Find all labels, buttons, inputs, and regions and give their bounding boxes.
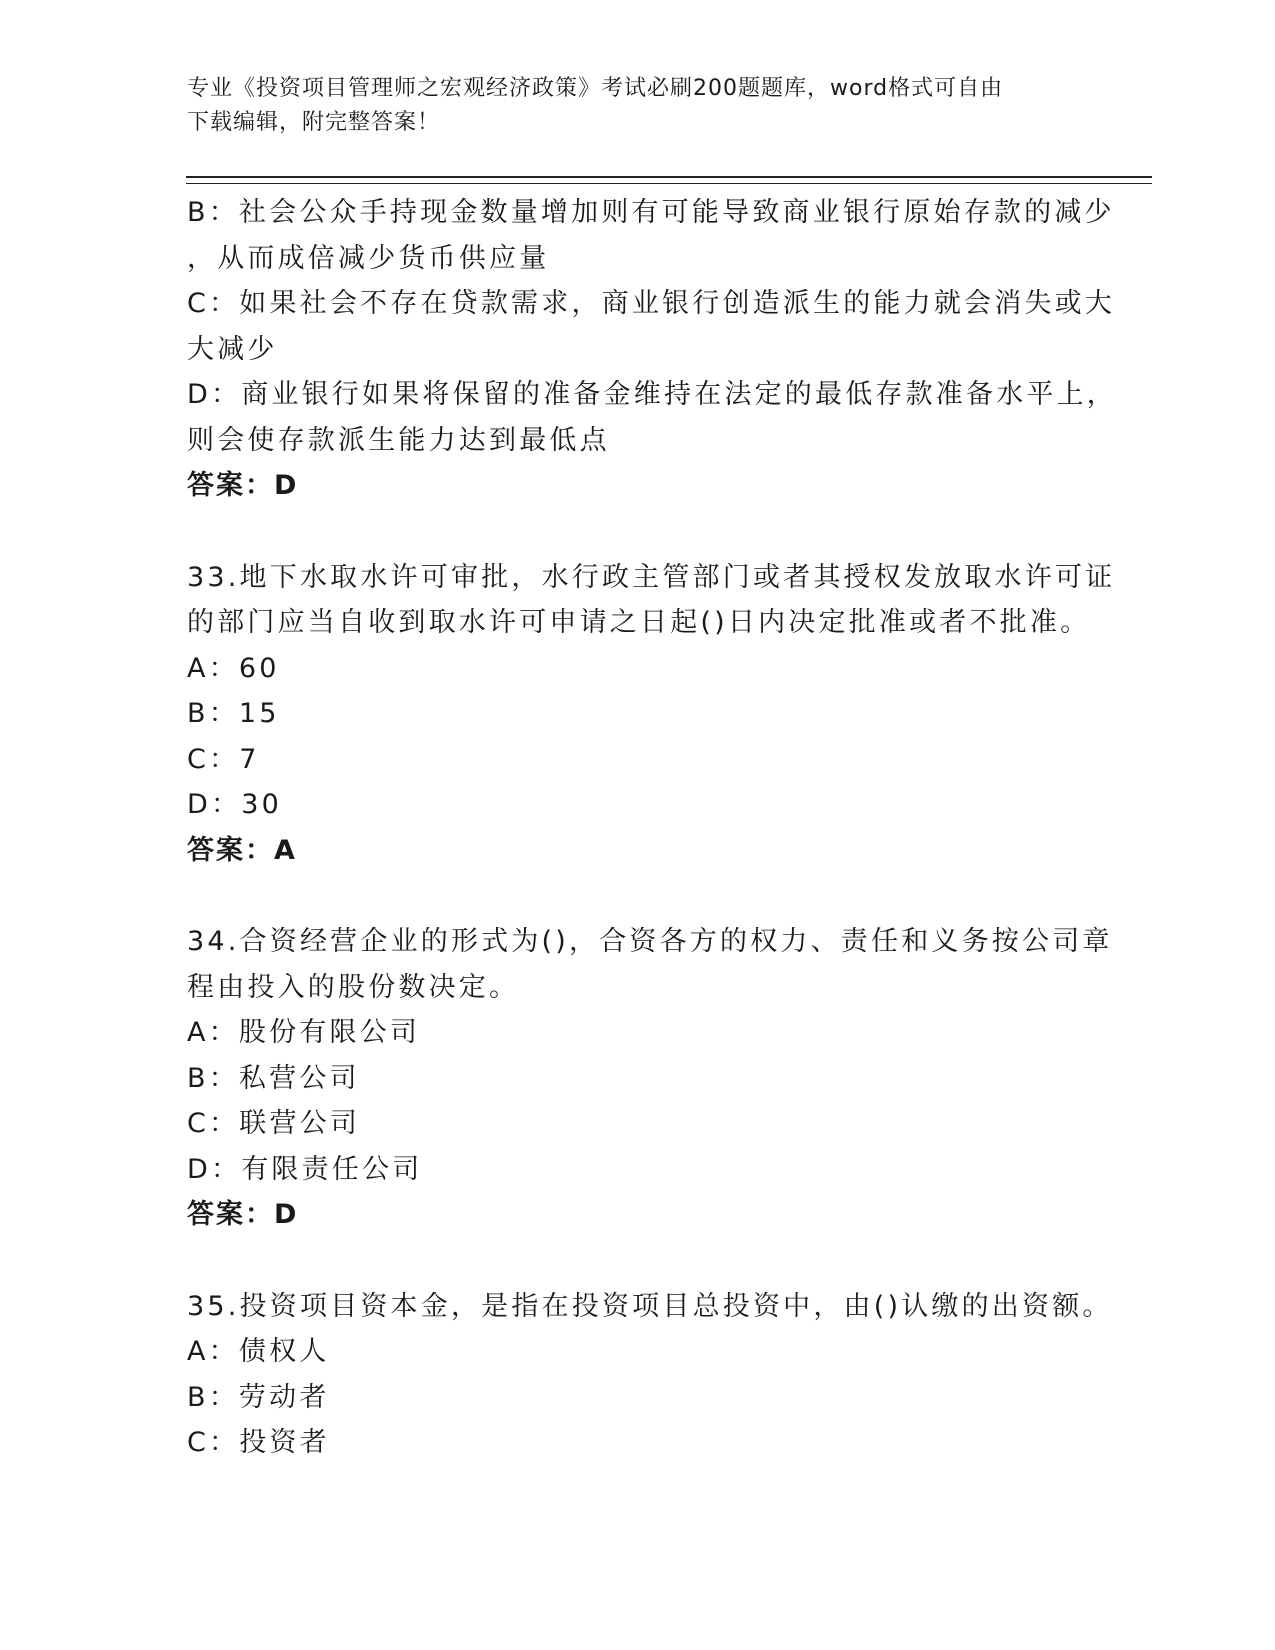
q34-stem-line-2: 程由投入的股份数决定。 — [187, 971, 520, 1003]
header-line-2: 下载编辑，附完整答案！ — [187, 110, 441, 135]
q33-stem-line-1: 33.地下水取水许可审批，水行政主管部门或者其授权发放取水许可证 — [187, 561, 1116, 593]
spacer — [187, 1238, 1087, 1284]
q33-option-b: B：15 — [187, 698, 280, 729]
q32-option-c-line-1: C：如果社会不存在贷款需求，商业银行创造派生的能力就会消失或大 — [187, 288, 1116, 319]
question-content — [187, 190, 1117, 1466]
q34-option-b: B：私营公司 — [187, 1062, 360, 1094]
question-34 — [187, 919, 1113, 1238]
question-32-fragment — [187, 190, 1117, 509]
q32-option-d-line-2: 则会使存款派生能力达到最低点 — [187, 424, 610, 456]
q32-option-d-line-1: D：商业银行如果将保留的准备金维持在法定的最低存款准备水平上， — [187, 379, 1117, 410]
question-35 — [187, 1284, 1113, 1466]
spacer — [187, 509, 1087, 555]
q32-option-c-line-2: 大减少 — [187, 333, 278, 365]
header-rule-thin — [186, 183, 1152, 184]
q35-option-b: B：劳动者 — [187, 1381, 330, 1413]
header-rule-thick — [186, 176, 1152, 178]
page-header — [187, 72, 1067, 140]
q32-option-b-line-1: B：社会公众手持现金数量增加则有可能导致商业银行原始存款的减少 — [187, 197, 1115, 228]
q34-option-d: D：有限责任公司 — [187, 1153, 423, 1185]
q35-option-a: A：债权人 — [187, 1336, 330, 1367]
question-33 — [187, 555, 1116, 874]
q33-option-c: C：7 — [187, 743, 260, 775]
q33-answer: 答案：A — [187, 834, 297, 866]
q35-option-c: C：投资者 — [187, 1427, 330, 1458]
q35-stem-line-1: 35.投资项目资本金，是指在投资项目总投资中，由()认缴的出资额。 — [187, 1290, 1113, 1322]
q33-stem-line-2: 的部门应当自收到取水许可申请之日起()日内决定批准或者不批准。 — [187, 607, 1091, 638]
q32-option-b-line-2: ，从而成倍减少货币供应量 — [187, 242, 550, 274]
q34-option-a: A：股份有限公司 — [187, 1017, 421, 1048]
spacer — [187, 873, 1087, 919]
q34-option-c: C：联营公司 — [187, 1108, 361, 1139]
header-line-1: 专业《投资项目管理师之宏观经济政策》考试必刷200题题库，word格式可自由 — [187, 76, 1004, 101]
q32-answer: 答案：D — [187, 470, 299, 501]
q33-option-d: D：30 — [187, 789, 282, 820]
q34-answer: 答案：D — [187, 1199, 299, 1230]
q33-option-a: A：60 — [187, 652, 280, 684]
q34-stem-line-1: 34.合资经营企业的形式为()，合资各方的权力、责任和义务按公司章 — [187, 926, 1113, 957]
